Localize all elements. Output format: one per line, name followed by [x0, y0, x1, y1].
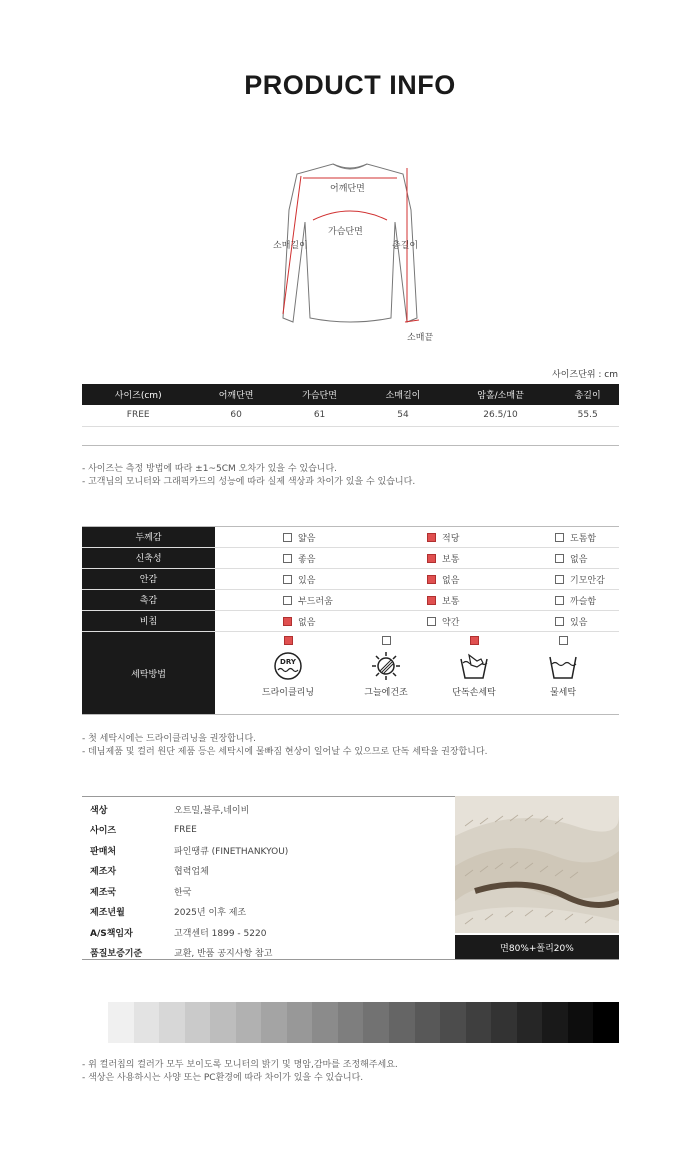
- fabric-option-label: 적당: [442, 533, 460, 544]
- size-cell: 61: [278, 405, 361, 426]
- wash-option: [429, 636, 519, 698]
- detail-key: 사이즈: [90, 826, 117, 837]
- page-title: PRODUCT INFO: [244, 70, 456, 100]
- wash-notes: [82, 733, 487, 759]
- size-header-cell: 암홀/소매끝: [445, 384, 557, 405]
- detail-value: 2025년 이후 제조: [174, 908, 247, 919]
- fabric-option: [491, 590, 619, 610]
- note-line: - 첫 세탁시에는 드라이클리닝을 권장합니다.: [82, 734, 257, 744]
- note-line: - 고객님의 모니터와 그래픽카드의 성능에 따라 실제 색상과 차이가 있을 수 있습니다.: [82, 477, 416, 487]
- size-header-cell: 어깨단면: [194, 384, 277, 405]
- fabric-option: [491, 527, 619, 547]
- gray-chip: [415, 1002, 441, 1043]
- wash-option-label: 물세탁: [549, 688, 577, 698]
- checked-box-icon: [427, 596, 436, 605]
- checked-box-icon: [470, 636, 479, 645]
- gray-chip: [108, 1002, 134, 1043]
- unchecked-box-icon: [555, 533, 564, 542]
- fabric-option-label: 있음: [570, 617, 588, 628]
- unchecked-box-icon: [559, 636, 568, 645]
- fabric-row-label: 안감: [82, 569, 215, 589]
- size-cell: 55.5: [556, 405, 619, 426]
- detail-key: 판매처: [90, 846, 117, 857]
- unchecked-box-icon: [555, 575, 564, 584]
- hand-wash-icon: [429, 651, 519, 681]
- gray-chip: [542, 1002, 568, 1043]
- fabric-option: [215, 611, 347, 631]
- shade-dry-icon: [341, 651, 431, 681]
- gray-chip: [236, 1002, 262, 1043]
- unchecked-box-icon: [427, 617, 436, 626]
- size-cell: FREE: [82, 405, 194, 426]
- gray-scale-chart: [108, 1002, 619, 1043]
- fabric-row: [82, 611, 619, 632]
- sleeve-length-label: 소매길이: [273, 241, 308, 251]
- fabric-option-label: 부드러움: [298, 596, 333, 607]
- unchecked-box-icon: [555, 596, 564, 605]
- fabric-option: [347, 569, 491, 589]
- checked-box-icon: [283, 617, 292, 626]
- detail-key: 제조자: [90, 867, 117, 878]
- fabric-row-label: 신축성: [82, 548, 215, 568]
- gray-chip: [312, 1002, 338, 1043]
- fabric-row-label: 비침: [82, 611, 215, 631]
- fabric-option-label: 보통: [442, 554, 460, 565]
- detail-value: 고객센터 1899 - 5220: [174, 928, 267, 939]
- size-cell: 26.5/10: [445, 405, 557, 426]
- detail-key: 제조국: [90, 887, 117, 898]
- chest-label: 가슴단면: [328, 227, 363, 237]
- gray-chip: [568, 1002, 594, 1043]
- details-bottom-divider: [82, 959, 619, 960]
- gray-chip: [491, 1002, 517, 1043]
- fabric-option-label: 얇음: [298, 533, 316, 544]
- detail-key: A/S책임자: [90, 928, 133, 939]
- note-line: - 색상은 사용하시는 사양 또는 PC환경에 따라 차이가 있을 수 있습니다.: [82, 1073, 364, 1083]
- detail-value: 한국: [174, 887, 192, 898]
- cuff-label: 소매끝: [407, 333, 434, 343]
- detail-value: FREE: [174, 824, 197, 835]
- fabric-option: [215, 590, 347, 610]
- checked-box-icon: [427, 533, 436, 542]
- gray-chip: [287, 1002, 313, 1043]
- unchecked-box-icon: [283, 596, 292, 605]
- unchecked-box-icon: [283, 575, 292, 584]
- unchecked-box-icon: [382, 636, 391, 645]
- dry-clean-icon: [243, 651, 333, 681]
- gray-chip: [159, 1002, 185, 1043]
- note-line: - 데님제품 및 컬러 원단 제품 등은 세탁시에 물빠짐 현상이 일어날 수 있으므로 단독 세탁을 권장합니다.: [82, 747, 488, 757]
- fabric-option: [215, 548, 347, 568]
- wash-option-label: 그늘에건조: [364, 688, 408, 698]
- fabric-option: [491, 548, 619, 568]
- gray-chip: [466, 1002, 492, 1043]
- fabric-row-label: 촉감: [82, 590, 215, 610]
- checked-box-icon: [427, 554, 436, 563]
- detail-key: 품질보증기준: [90, 949, 143, 960]
- fabric-option: [347, 527, 491, 547]
- checked-box-icon: [284, 636, 293, 645]
- detail-value: 파인땡큐 (FINETHANKYOU): [174, 846, 289, 857]
- size-table: [82, 384, 619, 446]
- size-cell: 54: [361, 405, 444, 426]
- dry-text: DRY: [280, 658, 296, 666]
- detail-key: 제조년월: [90, 908, 125, 919]
- size-notes: [82, 463, 415, 489]
- unchecked-box-icon: [283, 554, 292, 563]
- gray-chip: [593, 1002, 619, 1043]
- fabric-photo: [455, 796, 619, 933]
- shoulder-label: 어깨단면: [330, 184, 365, 194]
- total-length-label: 총길이: [392, 241, 419, 251]
- size-header-cell: 사이즈(cm): [82, 384, 194, 405]
- wash-label: 세탁방법: [82, 632, 215, 714]
- fabric-row: [82, 527, 619, 548]
- fabric-option: [347, 548, 491, 568]
- checked-box-icon: [427, 575, 436, 584]
- fabric-option: [347, 611, 491, 631]
- size-header-cell: 가슴단면: [278, 384, 361, 405]
- gray-chip: [185, 1002, 211, 1043]
- fabric-row: [82, 590, 619, 611]
- detail-key: 색상: [90, 805, 108, 816]
- detail-value: 오트밀,블루,네이비: [174, 805, 250, 816]
- fabric-option: [215, 527, 347, 547]
- fabric-option-label: 보통: [442, 596, 460, 607]
- note-line: - 사이즈는 측정 방법에 따라 ±1~5CM 오차가 있을 수 있습니다.: [82, 464, 338, 474]
- gray-chip: [134, 1002, 160, 1043]
- gray-chip: [338, 1002, 364, 1043]
- fabric-row: [82, 569, 619, 590]
- size-header-cell: 소매길이: [361, 384, 444, 405]
- garment-diagram: [255, 150, 445, 350]
- fabric-row-label: 두께감: [82, 527, 215, 547]
- unchecked-box-icon: [555, 617, 564, 626]
- fabric-option-label: 도톰함: [570, 533, 597, 544]
- wash-option-label: 드라이클리닝: [261, 688, 315, 698]
- gray-chip: [363, 1002, 389, 1043]
- water-wash-icon: [518, 651, 608, 681]
- gray-chip: [440, 1002, 466, 1043]
- material-badge: 면80%+폴리20%: [455, 935, 619, 959]
- fabric-option: [491, 611, 619, 631]
- fabric-option-label: 있음: [298, 575, 316, 586]
- fabric-option-label: 기모안감: [570, 575, 605, 586]
- size-unit: 사이즈단위 : cm: [552, 370, 618, 380]
- unchecked-box-icon: [283, 533, 292, 542]
- fabric-option-label: 까슬함: [570, 596, 597, 607]
- fabric-option-label: 약간: [442, 617, 460, 628]
- fabric-row: [82, 548, 619, 569]
- fabric-option-label: 없음: [442, 575, 460, 586]
- fabric-option: [347, 590, 491, 610]
- size-empty-row: [82, 426, 619, 445]
- wash-option-label: 단독손세탁: [452, 688, 496, 698]
- wash-option: [243, 636, 333, 698]
- unchecked-box-icon: [555, 554, 564, 563]
- wash-option: [518, 636, 608, 698]
- fabric-option-label: 좋음: [298, 554, 316, 565]
- detail-value: 교환, 반품 공지사항 참고: [174, 949, 273, 960]
- wash-option: [341, 636, 431, 698]
- fabric-option: [215, 569, 347, 589]
- fabric-option-label: 없음: [570, 554, 588, 565]
- fabric-option-label: 없음: [298, 617, 316, 628]
- fabric-option: [491, 569, 619, 589]
- detail-value: 협력업체: [174, 867, 209, 878]
- size-cell: 60: [194, 405, 277, 426]
- note-line: - 위 컬러칩의 컬러가 모두 보이도록 모니터의 밝기 및 명암,감마를 조정해주세요.: [82, 1060, 398, 1070]
- wash-row: [82, 632, 619, 715]
- size-row: [82, 405, 619, 426]
- gray-chip: [261, 1002, 287, 1043]
- gray-chip: [210, 1002, 236, 1043]
- color-notes: [82, 1059, 398, 1085]
- gray-chip: [389, 1002, 415, 1043]
- size-header-cell: 총길이: [556, 384, 619, 405]
- fabric-table: [82, 526, 619, 715]
- gray-chip: [517, 1002, 543, 1043]
